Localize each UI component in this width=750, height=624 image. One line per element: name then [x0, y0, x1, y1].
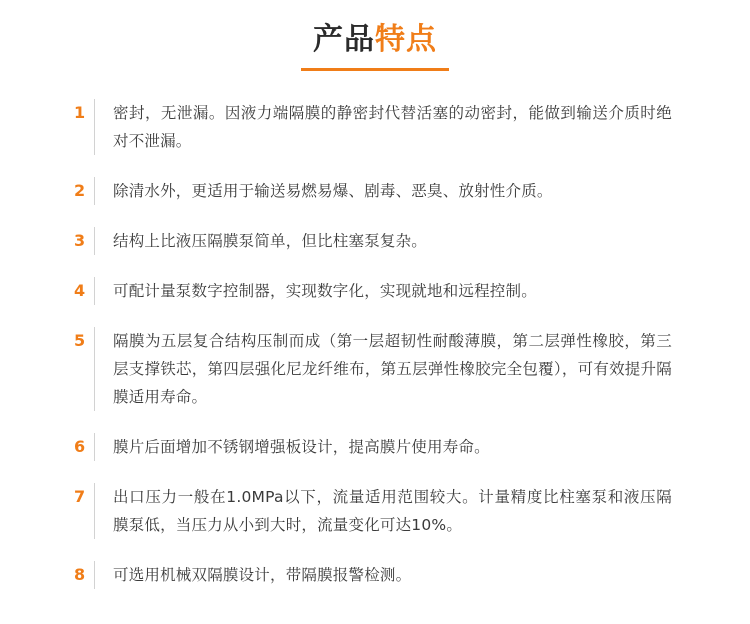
- list-item-number: 3: [74, 231, 86, 250]
- page-title-accent: 特点: [375, 22, 437, 57]
- list-item: [74, 277, 672, 305]
- list-item-number: 7: [74, 487, 86, 506]
- list-item: [74, 483, 672, 539]
- list-item-text: 密封，无泄漏。因液力端隔膜的静密封代替活塞的动密封，能做到输送介质时绝对不泄漏。: [113, 104, 672, 150]
- title-underline: [301, 68, 449, 71]
- list-item-divider: [94, 177, 95, 205]
- list-item-divider: [94, 433, 95, 461]
- list-item-text: 隔膜为五层复合结构压制而成（第一层超韧性耐酸薄膜，第二层弹性橡胶，第三层支撑铁芯，第四层强化尼龙纤维布，第五层弹性橡胶完全包覆），可有效提升隔膜适用寿命。: [113, 332, 672, 406]
- page-title-primary: 产品: [313, 22, 375, 57]
- list-item-text: 膜片后面增加不锈钢增强板设计，提高膜片使用寿命。: [113, 438, 490, 456]
- list-item-number: 1: [74, 103, 86, 122]
- list-item-divider: [94, 99, 95, 155]
- page-title: [313, 22, 437, 58]
- page-title-block: [0, 0, 750, 77]
- list-item-text: 出口压力一般在1.0MPa以下，流量适用范围较大。计量精度比柱塞泵和液压隔膜泵低，当压力从小到大时，流量变化可达10%。: [113, 488, 672, 534]
- list-item-text: 结构上比液压隔膜泵简单，但比柱塞泵复杂。: [113, 232, 428, 250]
- list-item: [74, 433, 672, 461]
- list-item: [74, 177, 672, 205]
- list-item-divider: [94, 327, 95, 411]
- list-item-text: 可配计量泵数字控制器，实现数字化，实现就地和远程控制。: [113, 282, 537, 300]
- feature-list: [0, 99, 750, 589]
- list-item-divider: [94, 483, 95, 539]
- list-item-number: 5: [74, 331, 86, 350]
- list-item-number: 2: [74, 181, 86, 200]
- list-item-number: 4: [74, 281, 86, 300]
- list-item-divider: [94, 277, 95, 305]
- list-item-number: 6: [74, 437, 86, 456]
- list-item-number: 8: [74, 565, 86, 584]
- list-item: [74, 327, 672, 411]
- list-item: [74, 561, 672, 589]
- list-item-text: 除清水外，更适用于输送易燃易爆、剧毒、恶臭、放射性介质。: [113, 182, 553, 200]
- list-item-divider: [94, 561, 95, 589]
- list-item: [74, 99, 672, 155]
- list-item: [74, 227, 672, 255]
- list-item-divider: [94, 227, 95, 255]
- list-item-text: 可选用机械双隔膜设计，带隔膜报警检测。: [113, 566, 412, 584]
